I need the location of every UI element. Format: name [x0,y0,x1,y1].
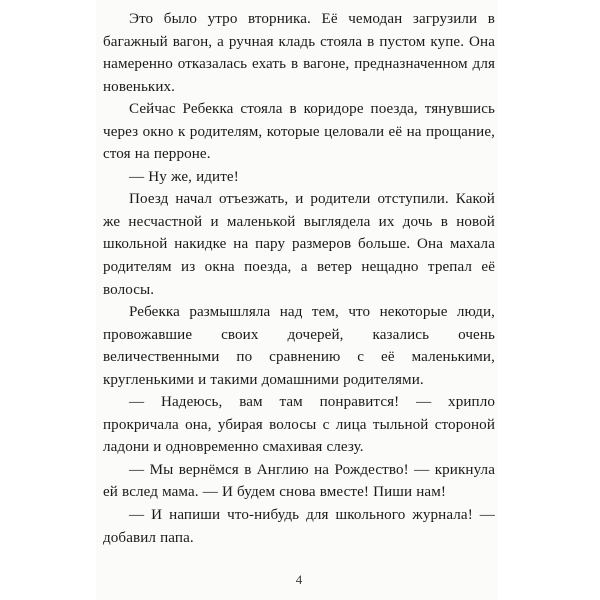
paragraph-7-dialogue: — Мы вернёмся в Англию на Рождество! — крикнула ей вслед мама. — И будем снова вместе! Пиши нам! [103,461,495,501]
paragraph-5: Ребекка размышляла над тем, что некоторые люди, провожавшие своих дочерей, казались очень величественными по сравнению с её маленькими, кругленькими и такими домашними родителями. [103,304,495,388]
page-text-column [103,0,495,560]
paragraph-6-dialogue: — Надеюсь, вам там понравится! — хрипло прокричала она, убирая волосы с лица тыльной стороной ладони и одновременно смахивая слезу. [103,394,495,456]
paragraph-3-dialogue: — Ну же, идите! [129,168,239,185]
paragraph-8-dialogue: — И напиши что-нибудь для школьного журнала! — добавил папа. [103,507,495,546]
page-number: 4 [295,572,303,587]
paragraph-1: Это было утро вторника. Её чемодан загрузили в багажный вагон, а ручная кладь стояла в пустом купе. Она намеренно отказалась ехать в вагоне, предназначенном для новеньких. [103,11,495,95]
paragraph-2: Сейчас Ребекка стояла в коридоре поезда, тянувшись через окно к родителям, которые целовали её на прощание, стоя на перроне. [103,101,495,163]
paragraph-4: Поезд начал отъезжать, и родители отступили. Какой же несчастной и маленькой выглядела их дочь в новой школьной накидке на пару размеров больше. Она махала родителям из окна поезда, а ветер нещадно трепал её волосы. [103,191,495,298]
